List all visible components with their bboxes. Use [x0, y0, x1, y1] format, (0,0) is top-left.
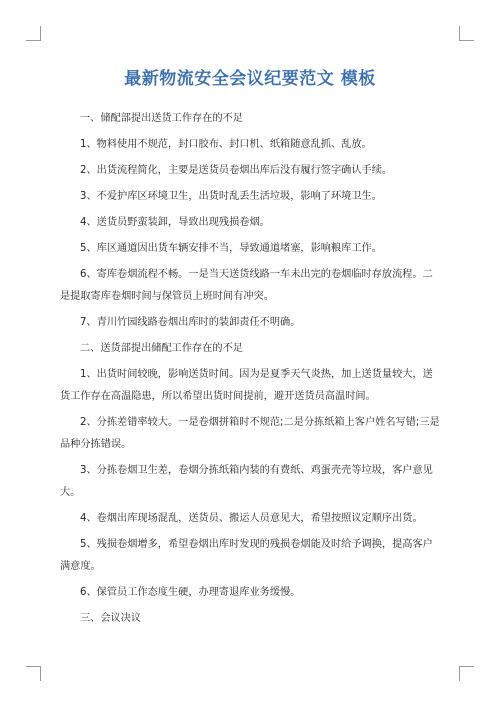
document-title: 最新物流安全会议纪要范文 模板 — [124, 69, 376, 89]
section-heading: 二、送货部提出储配工作存在的不足 — [80, 343, 243, 354]
paragraph-item-multiline — [60, 416, 440, 464]
section-heading: 三、会议决议 — [80, 613, 142, 624]
paragraph-item: 3、不爱护库区环境卫生，出货时乱丢生活垃圾，影响了环境卫生。 — [80, 191, 382, 202]
paragraph-item: 5、库区通道因出货车辆安排不当，导致通道堵塞，影响粮库工作。 — [80, 243, 382, 254]
crop-mark-bottom-right — [459, 666, 474, 681]
crop-mark-bottom-left — [26, 666, 41, 681]
section-heading: 一、储配部提出送货工作存在的不足 — [80, 113, 243, 124]
paragraph-line-2: 货工作存在高温隐患，所以希望出货时间提前，避开送货员高温时间。 — [60, 391, 376, 402]
paragraph-line-1: 2、分拣差错率较大。一是卷烟拼箱时不规范;二是分拣纸箱上客户姓名写错;三是 — [80, 417, 440, 428]
paragraph-item-multiline — [60, 538, 440, 586]
paragraph-item-multiline — [60, 368, 440, 416]
paragraph-line-2: 大。 — [60, 487, 81, 498]
crop-mark-top-left — [26, 26, 41, 41]
paragraph-item: 6、保管员工作态度生硬，办理寄退库业务缓慢。 — [80, 587, 301, 598]
paragraph-line-1: 3、分拣卷烟卫生差，卷烟分拣纸箱内装的有费纸、鸡蛋壳壳等垃圾，客户意见 — [80, 465, 433, 476]
paragraph-line-1: 5、残损卷烟增多，希望卷烟出库时发现的残损卷烟能及时给予调换，提高客户 — [80, 539, 433, 550]
paragraph-line-1: 6、寄库卷烟流程不畅。一是当天送货线路一车未出完的卷烟临时存放流程。二 — [80, 269, 433, 280]
paragraph-line-2: 满意度。 — [60, 561, 101, 572]
paragraph-item: 1、物料使用不规范，封口胶布、封口机、纸箱随意乱抓、乱放。 — [80, 139, 372, 150]
paragraph-line-1: 1、出货时间较晚，影响送货时间。因为是夏季天气炎热，加上送货量较大，送 — [80, 369, 433, 380]
paragraph-line-2: 品种分拣错误。 — [60, 439, 132, 450]
paragraph-item-multiline — [60, 268, 440, 316]
paragraph-line-2: 是提取寄库卷烟时间与保管员上班时间有冲突。 — [60, 291, 274, 302]
paragraph-item: 2、出货流程简化，主要是送货员卷烟出库后没有履行签字确认手续。 — [80, 165, 393, 176]
paragraph-item: 7、青川竹园线路卷烟出库时的装卸责任不明确。 — [80, 317, 301, 328]
document-body — [60, 112, 440, 638]
crop-mark-top-right — [459, 26, 474, 41]
paragraph-item: 4、送货员野蛮装卸，导致出现残损卷烟。 — [80, 217, 270, 228]
paragraph-item: 4、卷烟出库现场混乱，送货员、搬运人员意见大，希望按照议定顺序出货。 — [80, 513, 423, 524]
paragraph-item-multiline — [60, 464, 440, 512]
